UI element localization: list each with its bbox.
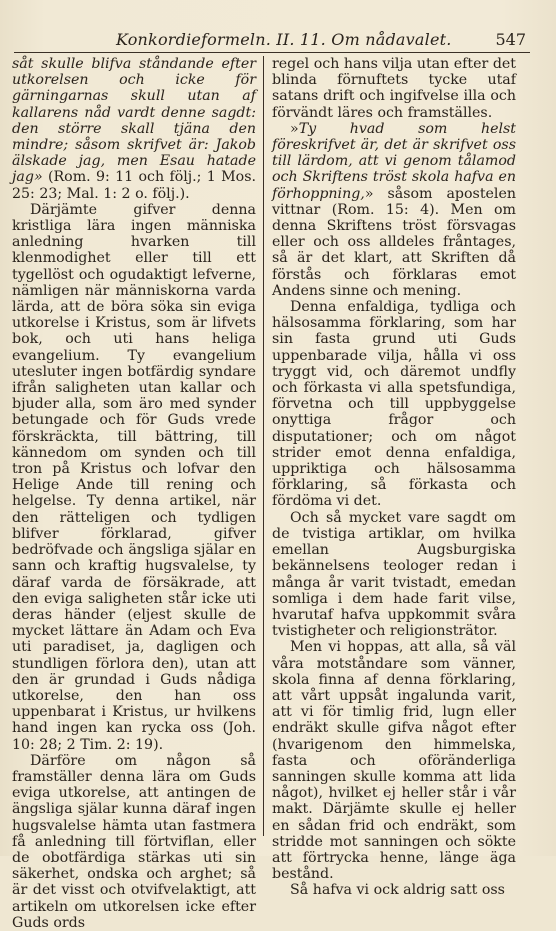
scripture-reference: (Rom. 9: 11 och följ.; 1 Mos. 25: 23; Mal. 1: 2 o. följ.). (12, 169, 256, 202)
right-paragraph-3: Denna enfaldiga, tydliga och hälsosamma förklaring, som har sin fasta grund uti Guds uppenbarade vilja, hålla vi oss tryggt vid, och däremot undfly och förkasta vi alla spetsfundiga, förvetna och till uppbyggelse onyttiga frågor och disputationer; och om något strider emot denna enfaldiga, uppriktiga och hälsosamma förklaring, så förkasta och fördöma vi det. (272, 299, 516, 510)
right-column (272, 56, 516, 899)
left-paragraph-2: Därjämte gifver denna kristliga lära ingen människa anledning hvarken till klenmodighet eller till ett tygellöst och ogudaktigt lefverne, nämligen när människorna varda lärda, att de böra söka sin eviga utkorelse i Kristus, som är lifvets bok, och uti hans heliga evangelium. Ty evangelium utesluter ingen botfärdig syndare ifrån saligheten utan kallar och bjuder alla, som äro med synder betungade och för Guds vrede förskräckta, till bättring, till kännedom om synden och till tron på Kristus och lofvar den Helige Ande till rening och helgelse. Ty denna artikel, när den rätteligen och tydligen blifver förklarad, gifver bedröfvade och ängsliga själar en sann och kraftig hugsvalelse, ty däraf varda de försäkrade, att den eviga saligheten står icke uti deras händer (eljest skulle de mycket lättare än Adam och Eva uti paradiset, ja, dagligen och stundligen förlora den), utan att den är grundad i Guds nådiga utkorelse, den han oss uppenbarat i Kristus, ur hvilkens hand ingen kan rycka oss (Joh. 10: 28; 2 Tim. 2: 19). (12, 201, 256, 753)
page-number: 547 (495, 30, 526, 49)
column-divider (263, 56, 264, 836)
quote-open-mark: » (290, 120, 299, 137)
right-paragraph-2 (272, 121, 516, 299)
header-rule (14, 52, 530, 53)
scripture-quote: Ty hvad som helst föreskrifvet är, det är skrifvet oss till lärdom, att vi genom tålamod och Skriftens tröst skola hafva en förhoppning, (272, 120, 516, 202)
right-paragraph-1: regel och hans vilja utan efter det blinda förnuftets tycke utaf satans drift och ingifvelse illa och förvändt läres och framställes. (272, 56, 516, 121)
scripture-reference: » såsom apostelen vittnar (Rom. 15: 4). Men om denna Skriftens tröst försvagas eller och oss alldeles fråntages, så är det klart, att Skriften då förstås och förklaras emot Andens sinne och mening. (272, 185, 516, 299)
right-paragraph-5: Men vi hoppas, att alla, så väl våra motståndare som vänner, skola finna af denna förklaring, att vårt uppsåt ingalunda varit, att vi för timlig frid, lugn eller endräkt skulle gifva något efter (hvarigenom den himmelska, fasta och oföränderliga sanningen skulle komma att lida något), hvilket ej heller står i vår makt. Därjämte skulle ej heller en sådan frid och endräkt, som stridde mot sanningen och sökte att förtrycka henne, länge äga bestånd. (272, 639, 516, 883)
left-paragraph-1 (12, 56, 256, 202)
running-title: Konkordieformeln. II. 11. Om nådavalet. (116, 30, 452, 49)
page-header (0, 30, 556, 54)
scripture-quote: såt skulle blifva ståndande efter utkorelsen och icke för gärningarnas skull utan af kallarens nåd vardt denne sagdt: den större skall tjäna den mindre; såsom skrifvet är: Jakob älskade jag, men Esau hatade jag» (12, 56, 256, 186)
left-paragraph-3: Därföre om någon så framställer denna lära om Guds eviga utkorelse, att antingen de ängsliga själar kunna däraf ingen hugsvalelse hämta utan fastmera få anledning till förtviflan, eller de obotfärdiga stärkas uti sin säkerhet, ondska och arghet; så är det visst och otvifvelaktigt, att artikeln om utkorelsen icke efter Guds ords (12, 752, 256, 931)
right-paragraph-4: Och så mycket vare sagdt om de tvistiga artiklar, om hvilka emellan Augsburgiska bekännelsens teologer redan i många år varit tvistadt, emedan somliga i dem hade farit vilse, hvarutaf hafva uppkommit svåra tvistigheter och religionsträtor. (272, 509, 516, 640)
right-paragraph-6: Så hafva vi ock aldrig satt oss (290, 882, 505, 899)
left-column (12, 56, 256, 931)
